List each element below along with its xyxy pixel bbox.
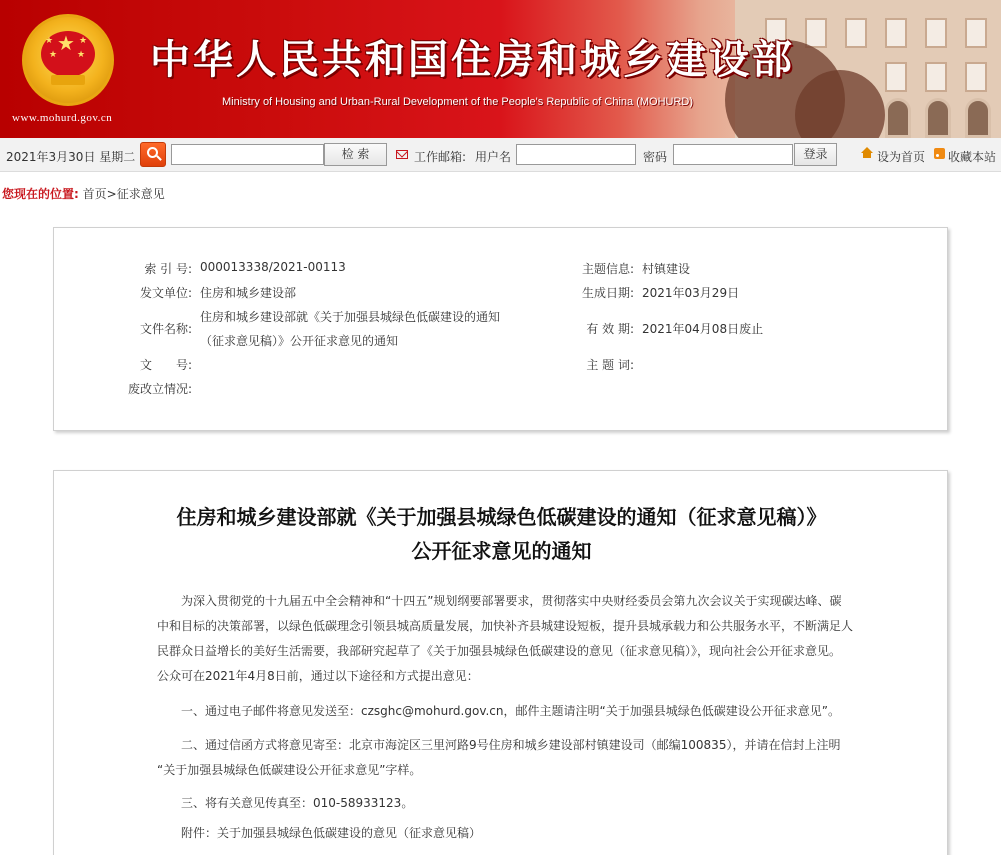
intro-line3: 民群众日益增长的美好生活需要，我部研究起草了《关于加强县城绿色低碳建设的意见（征求意见稿）》，现向社会公开征求意见。 [157, 644, 842, 658]
document-name-value-line1: 住房和城乡建设部就《关于加强县城绿色低碳建设的通知 [200, 310, 501, 324]
created-date-label: 生成日期: [581, 286, 634, 300]
top-toolbar [0, 138, 1001, 172]
site-banner [0, 0, 1001, 138]
username-label: 用户名 [475, 150, 512, 164]
revision-status-label: 废改立情况: [127, 382, 192, 396]
breadcrumb-current-link[interactable]: 征求意见 [116, 187, 165, 201]
article-attachment-link[interactable]: 附件：关于加强县城绿色低碳建设的意见（征求意见稿） [157, 826, 482, 840]
search-icon-button[interactable] [140, 142, 166, 167]
breadcrumb [2, 185, 165, 202]
mail-line2: “关于加强县城绿色低碳建设公开征求意见”字样。 [157, 763, 422, 777]
document-number-label: 文 号: [139, 358, 192, 372]
intro-line2: 中和目标的决策部署，以绿色低碳理念引领县城高质量发展，加快补齐县城建设短板，提升县城承载力和公共服务水平，不断满足人 [157, 619, 854, 633]
password-input[interactable] [673, 144, 793, 165]
article-title-line1: 住房和城乡建设部就《关于加强县城绿色低碳建设的通知（征求意见稿）》 [176, 505, 827, 529]
created-date-value: 2021年03月29日 [642, 286, 740, 300]
bookmark-icon [934, 148, 945, 159]
document-name-value-line2: （征求意见稿）》公开征求意见的通知 [200, 334, 399, 348]
topic-info-label: 主题信息: [581, 262, 634, 276]
document-name-label: 文件名称: [139, 322, 192, 336]
site-url: www.mohurd.gov.cn [12, 112, 113, 124]
login-button[interactable]: 登录 [794, 143, 837, 166]
index-number-value: 000013338/2021-00113 [200, 260, 346, 274]
issuer-label: 发文单位: [139, 286, 192, 300]
site-title-english: Ministry of Housing and Urban-Rural Development of the People's Republic of China (MOHURD) [222, 96, 694, 108]
mail-line1: 二、通过信函方式将意见寄至：北京市海淀区三里河路9号住房和城乡建设部村镇建设司（邮编100835），并请在信封上注明 [157, 738, 841, 752]
breadcrumb-label: 您现在的位置: [2, 187, 79, 201]
breadcrumb-separator: > [106, 187, 117, 201]
article-paragraph-fax: 三、将有关意见传真至：010-58933123。 [157, 796, 414, 810]
work-mail-label: 工作邮箱: [414, 150, 467, 164]
valid-period-label: 有 效 期: [586, 322, 634, 336]
search-input[interactable] [171, 144, 324, 165]
article-title-line2: 公开征求意见的通知 [411, 539, 592, 563]
valid-period-value: 2021年04月08日废止 [642, 322, 764, 336]
search-button[interactable]: 检 索 [324, 143, 387, 166]
article-paragraph-email: 一、通过电子邮件将意见发送至：czsghc@mohurd.gov.cn，邮件主题请注明“关于加强县城绿色低碳建设公开征求意见”。 [157, 704, 840, 718]
username-input[interactable] [516, 144, 636, 165]
password-label: 密码 [643, 150, 668, 164]
article-paragraph-intro [157, 589, 857, 689]
intro-line1: 为深入贯彻党的十九届五中全会精神和“十四五”规划纲要部署要求，贯彻落实中央财经委员会第九次会议关于实现碳达峰、碳 [157, 594, 842, 608]
national-emblem-icon: ★ ★ ★ ★ ★ [22, 14, 114, 106]
set-homepage-link[interactable]: 设为首页 [877, 150, 926, 164]
keyword-label: 主 题 词: [586, 358, 634, 372]
mail-icon [396, 150, 408, 159]
site-title-chinese: 中华人民共和国住房和城乡建设部 [150, 36, 795, 83]
index-number-label: 索 引 号: [144, 262, 192, 276]
bookmark-link[interactable]: 收藏本站 [948, 150, 997, 164]
breadcrumb-home-link[interactable]: 首页 [82, 187, 107, 201]
topic-info-value: 村镇建设 [642, 262, 691, 276]
intro-line4: 公众可在2021年4月8日前，通过以下途径和方式提出意见： [157, 669, 479, 683]
article-paragraph-mail [157, 733, 857, 783]
issuer-value: 住房和城乡建设部 [200, 286, 297, 300]
article-card [53, 470, 948, 855]
home-icon [861, 147, 873, 153]
document-info-card [53, 227, 948, 431]
current-date: 2021年3月30日 星期二 [6, 150, 136, 164]
